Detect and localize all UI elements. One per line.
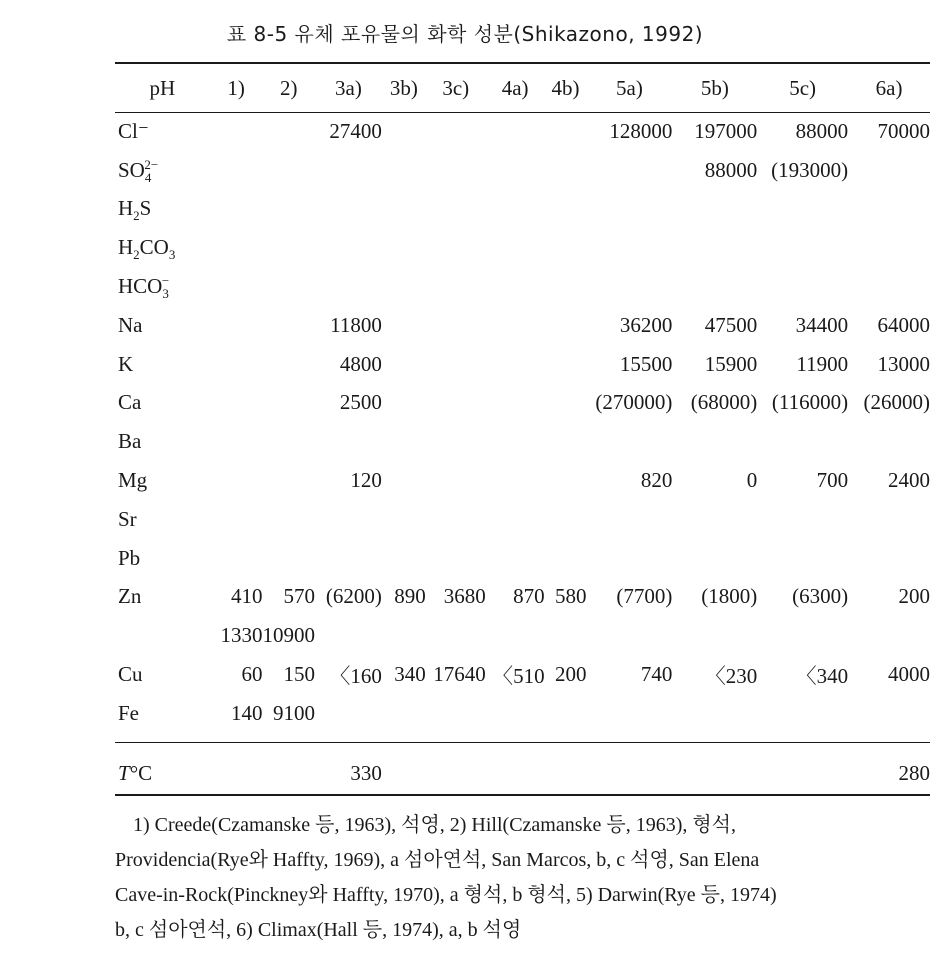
- value-cell: [757, 747, 848, 801]
- value-cell: [210, 345, 263, 384]
- value-cell: [210, 306, 263, 345]
- table-row: [115, 655, 930, 694]
- row-label: K: [118, 351, 134, 376]
- value-cell: 280: [898, 761, 930, 786]
- value-cell: [382, 384, 426, 423]
- value-cell: [315, 422, 382, 461]
- value-cell: [587, 422, 673, 461]
- temperature-unit: °C: [129, 761, 153, 786]
- table-row: [115, 422, 930, 461]
- value-cell: [210, 267, 263, 306]
- value-cell: [426, 616, 486, 655]
- row-label: [115, 616, 210, 655]
- row-label: [115, 747, 210, 801]
- value-cell: [210, 539, 263, 578]
- value-cell: [672, 616, 757, 655]
- table-row: [115, 112, 930, 151]
- value-cell: [426, 461, 486, 500]
- composition-table: [115, 64, 930, 801]
- table-row: [115, 228, 930, 267]
- table-row: [115, 539, 930, 578]
- value-cell: [848, 228, 930, 267]
- value-cell: 11800: [330, 312, 382, 337]
- value-cell: 9100: [273, 700, 316, 725]
- value-cell: [263, 306, 316, 345]
- value-cell: 4800: [339, 351, 382, 376]
- value-cell: [545, 306, 587, 345]
- value-cell: [210, 190, 263, 229]
- value-cell: [382, 616, 426, 655]
- value-cell: 580: [555, 584, 587, 609]
- value-cell: [486, 384, 545, 423]
- table-row: [115, 694, 930, 733]
- table-row: [115, 151, 930, 190]
- value-cell: [315, 616, 382, 655]
- value-cell: 150: [283, 662, 316, 687]
- row-label: [115, 190, 210, 229]
- value-cell: [486, 306, 545, 345]
- value-cell: 34400: [795, 312, 849, 337]
- value-cell: 200: [898, 584, 930, 609]
- value-cell: [757, 616, 848, 655]
- formula-subscript: 3: [168, 247, 176, 263]
- row-label: Sr: [118, 506, 137, 531]
- table-title: 표 8-5 유체 포유물의 화학 성분(Shikazono, 1992): [226, 22, 704, 46]
- value-cell: [210, 461, 263, 500]
- table-row: [115, 461, 930, 500]
- value-cell: 64000: [877, 312, 930, 337]
- value-cell: 〈230: [704, 663, 758, 688]
- value-cell: [263, 228, 316, 267]
- value-cell: 120: [350, 468, 382, 493]
- value-cell: [382, 190, 426, 229]
- value-cell: [486, 461, 545, 500]
- value-cell: [486, 747, 545, 801]
- value-cell: 36200: [619, 312, 673, 337]
- value-cell: [545, 461, 587, 500]
- value-cell: [545, 151, 587, 190]
- formula-subscript: 2: [133, 208, 140, 224]
- value-cell: [672, 190, 757, 229]
- value-cell: [587, 694, 673, 733]
- value-cell: [486, 228, 545, 267]
- header-col: 2): [280, 75, 298, 100]
- value-cell: (193000): [771, 157, 849, 182]
- value-cell: [263, 500, 316, 539]
- value-cell: [672, 694, 757, 733]
- row-label: [115, 228, 210, 267]
- value-cell: 〈160: [329, 663, 382, 688]
- value-cell: [210, 500, 263, 539]
- table-row: [115, 267, 930, 306]
- value-cell: 〈510: [492, 663, 545, 688]
- value-cell: 3680: [443, 584, 486, 609]
- value-cell: [210, 151, 263, 190]
- footnote-line: b, c 섬아연석, 6) Climax(Hall 등, 1974), a, b 석영: [115, 919, 522, 941]
- value-cell: (26000): [863, 390, 930, 415]
- value-cell: [426, 306, 486, 345]
- value-cell: [315, 228, 382, 267]
- value-cell: [848, 616, 930, 655]
- value-cell: 1330: [220, 623, 263, 648]
- header-row-label: pH: [149, 75, 176, 100]
- value-cell: 2400: [888, 468, 930, 493]
- header-col: 6a): [875, 75, 903, 100]
- spacer-row: [115, 733, 930, 747]
- table-row: [115, 500, 930, 539]
- value-cell: [848, 190, 930, 229]
- table-row: [115, 345, 930, 384]
- value-cell: [587, 747, 673, 801]
- value-cell: 197000: [694, 118, 758, 143]
- row-label: Mg: [118, 468, 148, 493]
- value-cell: 88000: [795, 118, 849, 143]
- value-cell: [545, 422, 587, 461]
- footnote-line: Cave-in-Rock(Pinckney와 Haffty, 1970), a 형석, b 형석, 5) Darwin(Rye 등, 1974): [115, 884, 777, 906]
- value-cell: [210, 112, 263, 151]
- value-cell: [263, 267, 316, 306]
- value-cell: [545, 747, 587, 801]
- value-cell: [426, 345, 486, 384]
- value-cell: 700: [816, 468, 849, 493]
- value-cell: 200: [555, 662, 587, 687]
- value-cell: [672, 267, 757, 306]
- value-cell: [672, 422, 757, 461]
- value-cell: [545, 112, 587, 151]
- footnotes: [115, 808, 930, 948]
- value-cell: [382, 306, 426, 345]
- value-cell: [426, 539, 486, 578]
- row-label: [115, 267, 210, 306]
- value-cell: [382, 228, 426, 267]
- header-col: 3a): [335, 75, 362, 100]
- value-cell: [848, 151, 930, 190]
- value-cell: [263, 461, 316, 500]
- value-cell: [545, 694, 587, 733]
- row-label: Fe: [118, 700, 139, 725]
- value-cell: [426, 267, 486, 306]
- value-cell: [587, 539, 673, 578]
- table-row: [115, 578, 930, 617]
- value-cell: [315, 151, 382, 190]
- formula-main: SO: [118, 157, 145, 182]
- value-cell: 740: [640, 662, 673, 687]
- formula-superscript: −: [161, 273, 170, 289]
- value-cell: [545, 345, 587, 384]
- value-cell: [545, 616, 587, 655]
- formula-subscript: 3: [162, 286, 169, 302]
- value-cell: 70000: [877, 118, 930, 143]
- value-cell: [486, 500, 545, 539]
- value-cell: [848, 539, 930, 578]
- value-cell: [315, 267, 382, 306]
- value-cell: [486, 616, 545, 655]
- value-cell: 27400: [329, 118, 382, 143]
- value-cell: [486, 539, 545, 578]
- value-cell: [486, 694, 545, 733]
- row-label: Pb: [118, 545, 141, 570]
- value-cell: 88000: [704, 157, 758, 182]
- value-cell: 11900: [796, 351, 849, 376]
- value-cell: [382, 694, 426, 733]
- value-cell: [315, 500, 382, 539]
- value-cell: 570: [283, 584, 316, 609]
- value-cell: (68000): [690, 390, 758, 415]
- value-cell: (7700): [616, 584, 673, 609]
- value-cell: 330: [350, 761, 382, 786]
- value-cell: [545, 384, 587, 423]
- value-cell: [382, 539, 426, 578]
- value-cell: [426, 747, 486, 801]
- value-cell: 340: [394, 662, 426, 687]
- header-col: 1): [227, 75, 245, 100]
- header-row: [115, 64, 930, 112]
- value-cell: [426, 112, 486, 151]
- value-cell: 2500: [339, 390, 382, 415]
- value-cell: [426, 190, 486, 229]
- value-cell: 820: [640, 468, 673, 493]
- value-cell: [486, 422, 545, 461]
- footnote-line: Providencia(Rye와 Haffty, 1969), a 섬아연석, San Marcos, b, c 석영, San Elena: [115, 849, 760, 871]
- value-cell: [263, 539, 316, 578]
- table-body: [115, 112, 930, 801]
- row-label: [115, 151, 210, 190]
- value-cell: [545, 267, 587, 306]
- header-col: 4a): [501, 75, 529, 100]
- value-cell: [426, 422, 486, 461]
- header-col: 5a): [616, 75, 643, 100]
- value-cell: [263, 422, 316, 461]
- value-cell: [315, 694, 382, 733]
- row-label: Na: [118, 312, 143, 337]
- value-cell: [382, 267, 426, 306]
- value-cell: [210, 228, 263, 267]
- value-cell: [757, 422, 848, 461]
- value-cell: [210, 384, 263, 423]
- value-cell: [757, 500, 848, 539]
- value-cell: [263, 151, 316, 190]
- header-col: 5b): [700, 75, 729, 100]
- value-cell: [382, 151, 426, 190]
- formula-main: H: [118, 196, 134, 221]
- formula-superscript: 2−: [144, 156, 159, 172]
- value-cell: [587, 228, 673, 267]
- value-cell: [757, 267, 848, 306]
- formula-tail: S: [139, 196, 152, 221]
- value-cell: [486, 112, 545, 151]
- value-cell: [486, 345, 545, 384]
- value-cell: 4000: [888, 662, 930, 687]
- value-cell: [848, 267, 930, 306]
- value-cell: [382, 422, 426, 461]
- value-cell: [757, 694, 848, 733]
- row-label: Ba: [118, 429, 142, 454]
- value-cell: [587, 151, 673, 190]
- temperature-row: [115, 747, 930, 801]
- value-cell: [545, 500, 587, 539]
- value-cell: [545, 228, 587, 267]
- table-row: [115, 190, 930, 229]
- value-cell: [315, 190, 382, 229]
- table-row: [115, 306, 930, 345]
- row-label: Cu: [118, 662, 143, 687]
- value-cell: [486, 151, 545, 190]
- value-cell: 60: [241, 662, 263, 687]
- value-cell: [486, 267, 545, 306]
- value-cell: [263, 112, 316, 151]
- value-cell: 870: [513, 584, 545, 609]
- header-col: 5c): [789, 75, 817, 100]
- value-cell: 890: [394, 584, 426, 609]
- value-cell: [545, 539, 587, 578]
- value-cell: (270000): [595, 390, 673, 415]
- value-cell: [757, 190, 848, 229]
- value-cell: [848, 422, 930, 461]
- value-cell: [426, 384, 486, 423]
- formula-subscript: 2: [133, 247, 140, 263]
- value-cell: 140: [231, 700, 263, 725]
- formula-main: HCO: [118, 274, 163, 299]
- value-cell: [382, 747, 426, 801]
- value-cell: [315, 539, 382, 578]
- value-cell: [486, 190, 545, 229]
- value-cell: [545, 190, 587, 229]
- formula-subscript: 4: [144, 169, 152, 185]
- value-cell: [263, 747, 316, 801]
- formula-main: H: [118, 235, 134, 260]
- value-cell: 15900: [704, 351, 758, 376]
- row-label: Cl⁻: [118, 118, 149, 143]
- row-label: Ca: [118, 390, 142, 415]
- value-cell: (116000): [771, 390, 849, 415]
- value-cell: [382, 500, 426, 539]
- value-cell: [672, 747, 757, 801]
- value-cell: 128000: [609, 118, 673, 143]
- value-cell: [672, 228, 757, 267]
- row-label: Zn: [118, 584, 142, 609]
- value-cell: [382, 345, 426, 384]
- value-cell: [382, 112, 426, 151]
- footnote-line: 1) Creede(Czamanske 등, 1963), 석영, 2) Hill(Czamanske 등, 1963), 형석,: [133, 814, 736, 836]
- header-col: 3c): [442, 75, 470, 100]
- table-row: [115, 616, 930, 655]
- value-cell: (6200): [325, 584, 382, 609]
- value-cell: [210, 747, 263, 801]
- formula-tail: CO: [139, 235, 169, 260]
- value-cell: [587, 267, 673, 306]
- value-cell: 13000: [877, 351, 930, 376]
- value-cell: [210, 422, 263, 461]
- value-cell: (1800): [701, 584, 758, 609]
- value-cell: 15500: [619, 351, 673, 376]
- value-cell: [382, 461, 426, 500]
- value-cell: (6300): [792, 584, 849, 609]
- value-cell: 〈340: [795, 663, 849, 688]
- value-cell: 0: [746, 468, 758, 493]
- value-cell: [587, 500, 673, 539]
- value-cell: [426, 151, 486, 190]
- value-cell: [263, 190, 316, 229]
- header-col: 3b): [389, 75, 418, 100]
- value-cell: 47500: [704, 312, 758, 337]
- value-cell: [426, 694, 486, 733]
- header-col: 4b): [551, 75, 580, 100]
- table-row: [115, 384, 930, 423]
- value-cell: [757, 228, 848, 267]
- value-cell: [587, 616, 673, 655]
- value-cell: [263, 384, 316, 423]
- value-cell: [848, 500, 930, 539]
- value-cell: [672, 500, 757, 539]
- value-cell: [426, 500, 486, 539]
- value-cell: [848, 694, 930, 733]
- value-cell: [757, 539, 848, 578]
- value-cell: [426, 228, 486, 267]
- value-cell: 17640: [433, 662, 486, 687]
- temperature-symbol: T: [118, 761, 130, 786]
- value-cell: 410: [231, 584, 263, 609]
- value-cell: [672, 539, 757, 578]
- value-cell: 10900: [262, 623, 316, 648]
- value-cell: [587, 190, 673, 229]
- value-cell: [263, 345, 316, 384]
